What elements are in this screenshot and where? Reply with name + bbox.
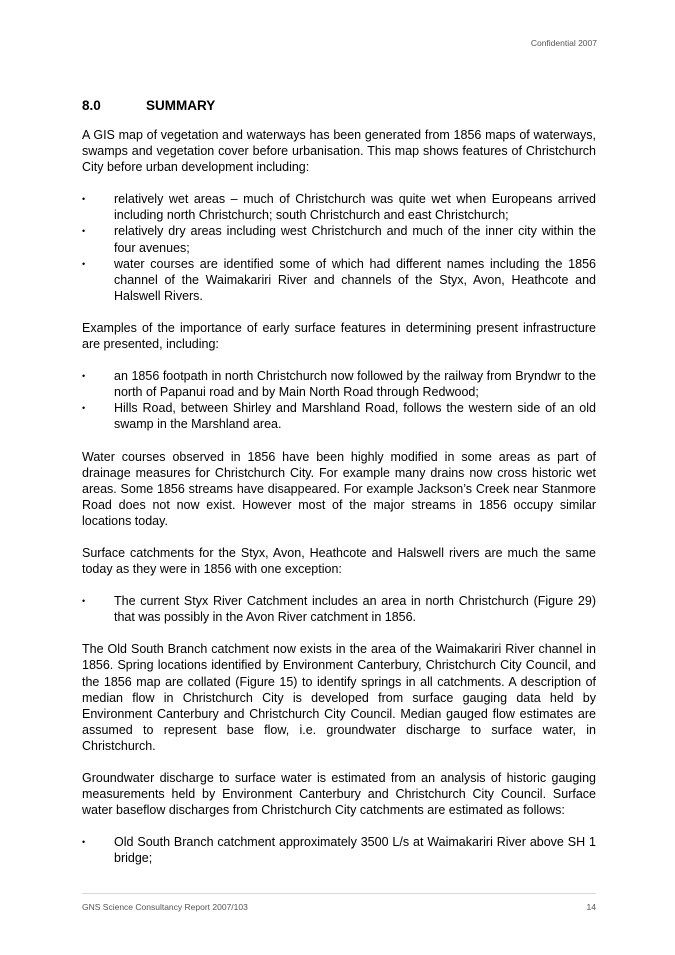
paragraph-catchments: Surface catchments for the Styx, Avon, Heathcote and Halswell rivers are much the same today as they were in 1856 with one exception: [82, 545, 596, 577]
footer-report: GNS Science Consultancy Report 2007/103 [82, 902, 248, 912]
footer-divider [82, 893, 596, 894]
baseflow-list [82, 834, 596, 866]
bullet-icon: • [82, 837, 86, 848]
section-title: SUMMARY [146, 98, 216, 113]
paragraph-old-south-branch: The Old South Branch catchment now exists in the area of the Waimakariri River channel in 1856. Spring locations identified by Environment Canterbury, Christchurch City Council, and the 1856 map are collated (Figure 15) to identify springs in all catchments. A description of median flow in Christchurch City is developed from surface gauging data held by Environment Canterbury and Christchurch City Council. Median gauged flow estimates are assumed to represent base flow, i.e. groundwater discharge to surface water, in Christchurch. [82, 642, 596, 753]
list-item: • water courses are identified some of which had different names including the 1856 channel of the Waimakariri River and channels of the Styx, Avon, Heathcote and Halswell Rivers. [82, 256, 596, 303]
bullet-icon: • [82, 403, 86, 414]
bullet-icon: • [82, 371, 86, 382]
bullet-icon: • [82, 194, 86, 205]
section-heading [82, 98, 596, 113]
section-number: 8.0 [82, 98, 101, 113]
paragraph-groundwater: Groundwater discharge to surface water is estimated from an analysis of historic gauging measurements held by Environment Canterbury and Christchurch City Council. Surface water baseflow discharges from Christchurch City catchments are estimated as follows: [82, 771, 596, 818]
list-item: • relatively dry areas including west Christchurch and much of the inner city within the four avenues; [82, 224, 596, 255]
list-item: • Old South Branch catchment approximately 3500 L/s at Waimakariri River above SH 1 bridge; [82, 835, 596, 866]
header-confidential: Confidential 2007 [530, 38, 597, 48]
bullet-icon: • [82, 258, 86, 269]
paragraph-water-courses: Water courses observed in 1856 have been highly modified in some areas as part of drainage measures for Christchurch City. For example many drains now cross historic wet areas. Some 1856 streams have disappeared. For example Jackson’s Creek near Stanmore Road does not now exist. However most of the major streams in 1856 occupy similar locations today. [82, 449, 596, 528]
list-item: • relatively wet areas – much of Christchurch was quite wet when Europeans arrived including north Christchurch; south Christchurch and east Christchurch; [82, 192, 596, 223]
page-content [82, 98, 596, 866]
page-number: 14 [586, 902, 596, 912]
list-item: • The current Styx River Catchment includes an area in north Christchurch (Figure 29) that was possibly in the Avon River catchment in 1856. [82, 594, 596, 625]
examples-list [82, 368, 596, 432]
bullet-icon: • [82, 226, 86, 237]
list-item: • Hills Road, between Shirley and Marshland Road, follows the western side of an old swamp in the Marshland area. [82, 401, 596, 432]
list-item: • an 1856 footpath in north Christchurch now followed by the railway from Bryndwr to the north of Papanui road and by Main North Road through Redwood; [82, 369, 596, 400]
exception-list [82, 593, 596, 625]
bullet-icon: • [82, 596, 86, 607]
paragraph-intro: A GIS map of vegetation and waterways has been generated from 1856 maps of waterways, swamps and vegetation cover before urbanisation. This map shows features of Christchurch City before urban development including: [82, 128, 596, 175]
paragraph-examples: Examples of the importance of early surface features in determining present infrastructure are presented, including: [82, 320, 596, 352]
features-list [82, 191, 596, 304]
